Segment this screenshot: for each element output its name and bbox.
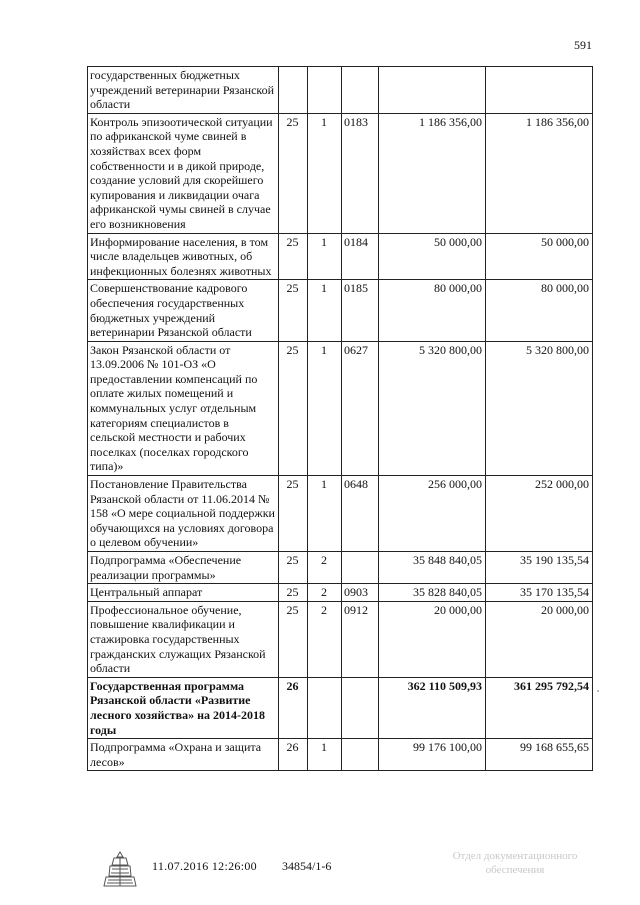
row-name: Закон Рязанской области от 13.09.2006 № 101-ОЗ «О предоставлении компенсаций по оплате жилых помещений и коммунальных услуг отдельным категориям специалистов в сельской местности и рабочих поселках (поселках городского типа)» (88, 341, 279, 475)
table-row (88, 476, 593, 552)
table-row (88, 601, 593, 677)
budget-table (87, 66, 593, 771)
row-program-code (279, 67, 308, 114)
row-direction-code (342, 67, 379, 114)
department-stamp (440, 849, 590, 877)
row-amount-executed: 35 170 135,54 (486, 584, 593, 602)
footer-document-number: 34854/1-6 (282, 859, 332, 873)
row-amount-planned: 256 000,00 (379, 476, 486, 552)
stamp-line-1: Отдел документационного (452, 850, 578, 862)
row-direction-code (342, 739, 379, 771)
row-subprogram-code: 1 (308, 113, 342, 233)
row-subprogram-code (308, 677, 342, 738)
row-direction-code (342, 552, 379, 584)
row-amount-executed (486, 67, 593, 114)
row-amount-planned (379, 67, 486, 114)
row-program-code: 26 (279, 739, 308, 771)
row-name: Профессиональное обучение, повышение квалификации и стажировка государственных гражданских служащих Рязанской области (88, 601, 279, 677)
table-row (88, 677, 593, 738)
row-subprogram-code: 1 (308, 476, 342, 552)
row-amount-executed: 5 320 800,00 (486, 341, 593, 475)
row-amount-planned: 5 320 800,00 (379, 341, 486, 475)
row-program-code: 25 (279, 113, 308, 233)
table-row (88, 552, 593, 584)
row-amount-planned: 1 186 356,00 (379, 113, 486, 233)
row-direction-code (342, 677, 379, 738)
row-amount-executed: 99 168 655,65 (486, 739, 593, 771)
row-subprogram-code: 1 (308, 341, 342, 475)
row-subprogram-code (308, 67, 342, 114)
row-name: Подпрограмма «Обеспечение реализации программы» (88, 552, 279, 584)
row-amount-planned: 20 000,00 (379, 601, 486, 677)
row-name: Государственная программа Рязанской области «Развитие лесного хозяйства» на 2014-2018 годы (88, 677, 279, 738)
row-subprogram-code: 1 (308, 280, 342, 341)
row-amount-executed: 50 000,00 (486, 233, 593, 280)
row-name: Подпрограмма «Охрана и защита лесов» (88, 739, 279, 771)
row-amount-executed: 252 000,00 (486, 476, 593, 552)
row-subprogram-code: 1 (308, 233, 342, 280)
footer-datetime: 11.07.2016 12:26:00 (152, 859, 257, 873)
row-program-code: 25 (279, 476, 308, 552)
row-amount-executed: 1 186 356,00 (486, 113, 593, 233)
row-name: Постановление Правительства Рязанской области от 11.06.2014 № 158 «О мере социальной поддержки обучающихся на условиях договора о целевом обучении» (88, 476, 279, 552)
row-program-code: 25 (279, 341, 308, 475)
row-amount-planned: 362 110 509,93 (379, 677, 486, 738)
row-program-code: 25 (279, 233, 308, 280)
row-name: Информирование населения, в том числе владельцев животных, об инфекционных болезнях животных (88, 233, 279, 280)
row-amount-planned: 80 000,00 (379, 280, 486, 341)
row-amount-executed: 361 295 792,54 (486, 677, 593, 738)
row-subprogram-code: 2 (308, 584, 342, 602)
row-name: Контроль эпизоотической ситуации по африканской чуме свиней в хозяйствах всех форм собственности и в дикой природе, создание условий для скорейшего купирования и ликвидации очага африканской чумы свиней в случае его возникновения (88, 113, 279, 233)
table-row (88, 113, 593, 233)
row-program-code: 25 (279, 601, 308, 677)
row-direction-code: 0183 (342, 113, 379, 233)
table-row (88, 280, 593, 341)
row-name: государственных бюджетных учреждений ветеринарии Рязанской области (88, 67, 279, 114)
row-amount-executed: 35 190 135,54 (486, 552, 593, 584)
row-amount-planned: 99 176 100,00 (379, 739, 486, 771)
row-program-code: 26 (279, 677, 308, 738)
row-amount-planned: 50 000,00 (379, 233, 486, 280)
row-program-code: 25 (279, 280, 308, 341)
row-name: Центральный аппарат (88, 584, 279, 602)
row-direction-code: 0185 (342, 280, 379, 341)
row-subprogram-code: 2 (308, 601, 342, 677)
table-row (88, 341, 593, 475)
table-row (88, 584, 593, 602)
row-subprogram-code: 1 (308, 739, 342, 771)
row-direction-code: 0903 (342, 584, 379, 602)
row-program-code: 25 (279, 584, 308, 602)
table-row (88, 233, 593, 280)
row-program-code: 25 (279, 552, 308, 584)
row-direction-code: 0648 (342, 476, 379, 552)
row-amount-executed: 80 000,00 (486, 280, 593, 341)
scan-speck (597, 690, 599, 692)
table-row (88, 67, 593, 114)
row-amount-executed: 20 000,00 (486, 601, 593, 677)
table-row (88, 739, 593, 771)
row-amount-planned: 35 848 840,05 (379, 552, 486, 584)
page-number: 591 (574, 38, 592, 52)
page-footer (0, 845, 640, 895)
row-subprogram-code: 2 (308, 552, 342, 584)
coat-of-arms-icon (100, 849, 140, 889)
row-amount-planned: 35 828 840,05 (379, 584, 486, 602)
stamp-line-2: обеспечения (485, 864, 545, 876)
row-direction-code: 0627 (342, 341, 379, 475)
row-direction-code: 0912 (342, 601, 379, 677)
row-name: Совершенствование кадрового обеспечения государственных бюджетных учреждений ветеринарии Рязанской области (88, 280, 279, 341)
row-direction-code: 0184 (342, 233, 379, 280)
